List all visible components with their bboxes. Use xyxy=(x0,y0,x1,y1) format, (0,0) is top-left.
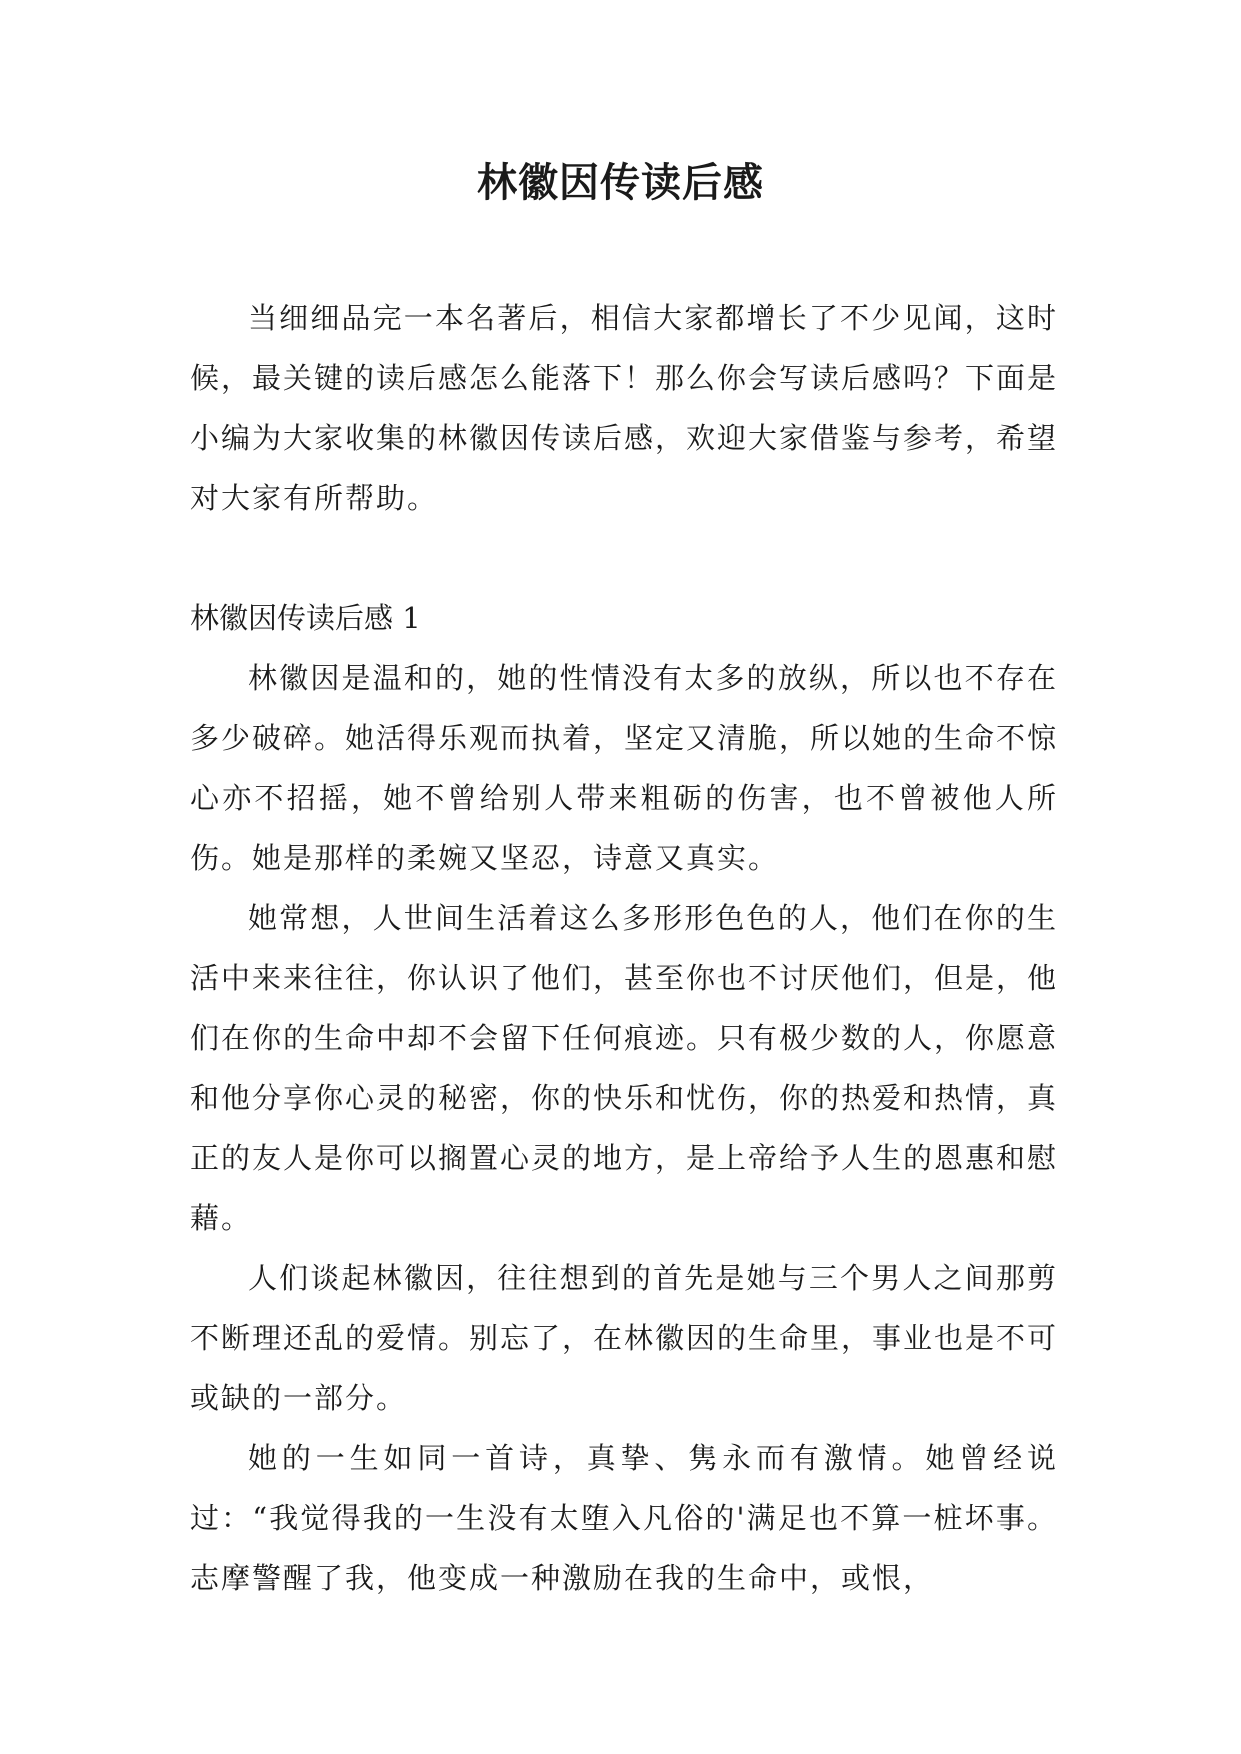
intro-paragraph: 当细细品完一本名著后，相信大家都增长了不少见闻，这时候，最关键的读后感怎么能落下！那么你会写读后感吗？下面是小编为大家收集的林徽因传读后感，欢迎大家借鉴与参考，希望对大家有所帮助。 xyxy=(190,301,1059,515)
body-paragraph: 她的一生如同一首诗，真挚、隽永而有激情。她曾经说过：“我觉得我的一生没有太堕入凡俗的'满足也不算一桩坏事。志摩警醒了我，他变成一种激励在我的生命中，或恨， xyxy=(190,1441,1058,1595)
body-paragraph: 林徽因是温和的，她的性情没有太多的放纵，所以也不存在多少破碎。她活得乐观而执着，坚定又清脆，所以她的生命不惊心亦不招摇，她不曾给别人带来粗砺的伤害，也不曾被他人所伤。她是那样的柔婉又坚忍，诗意又真实。 xyxy=(190,661,1059,875)
document-body xyxy=(190,288,1058,1608)
body-paragraph: 她常想，人世间生活着这么多形形色色的人，他们在你的生活中来来往往，你认识了他们，甚至你也不讨厌他们，但是，他们在你的生命中却不会留下任何痕迹。只有极少数的人，你愿意和他分享你心灵的秘密，你的快乐和忧伤，你的热爱和热情，真正的友人是你可以搁置心灵的地方，是上帝给予人生的恩惠和慰藉。 xyxy=(190,901,1059,1235)
document-title: 林徽因传读后感 xyxy=(477,159,764,206)
section-heading: 林徽因传读后感 1 xyxy=(190,601,421,635)
body-paragraph: 人们谈起林徽因，往往想到的首先是她与三个男人之间那剪不断理还乱的爱情。别忘了，在林徽因的生命里，事业也是不可或缺的一部分。 xyxy=(190,1261,1059,1415)
